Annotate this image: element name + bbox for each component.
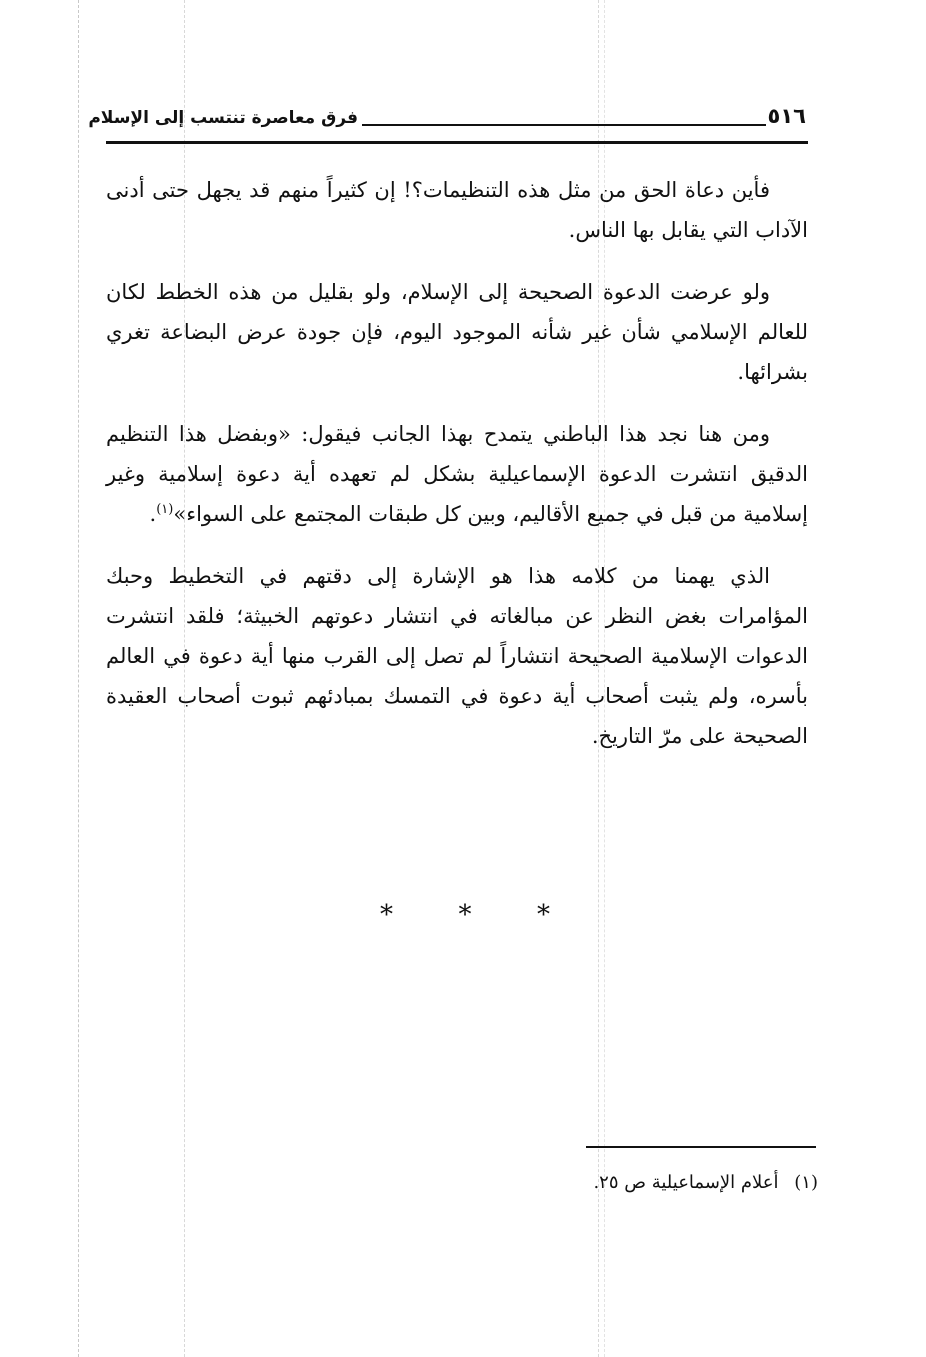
page-number: ٥١٦: [767, 104, 806, 128]
paragraph-1: فأين دعاة الحق من مثل هذه التنظيمات؟! إن كثيراً منهم قد يجهل حتى أدنى الآداب التي يقابل بها الناس.: [106, 178, 808, 242]
section-separator: [380, 900, 550, 930]
footnote-number: (١): [794, 1172, 818, 1193]
footnote-text: أعلام الإسماعيلية ص ٢٥.: [593, 1172, 779, 1193]
running-header: [88, 100, 808, 144]
footnote-reference[interactable]: (١): [156, 502, 174, 517]
header-rule: [106, 141, 808, 144]
footnote-rule: [586, 1146, 816, 1148]
footnote: [593, 1172, 818, 1193]
header-dash-line: [362, 124, 766, 126]
paragraph-3: ومن هنا نجد هذا الباطني يتمدح بهذا الجانب فيقول: «وبفضل هذا التنظيم الدقيق انتشرت الدعوة الإسماعيلية بشكل لم تعهده أية دعوة إسلامية وغير إسلامية من قبل في جميع الأقاليم، وبين كل طبقات المجتمع على السواء»$^{(١)}$.: [106, 422, 808, 526]
separator-star: *: [380, 900, 393, 930]
scan-guide-line: [78, 0, 79, 1357]
paragraph-4: الذي يهمنا من كلامه هذا هو الإشارة إلى دقتهم في التخطيط وحبك المؤامرات بغض النظر عن مبالغاته في انتشار دعوتهم الخبيثة؛ فلقد انتشرت الدعوات الإسلامية الصحيحة انتشاراً لم تصل إلى القرب منها أية دعوة في العالم بأسره، ولم يثبت أصحاب أية دعوة في التمسك بمبادئهم ثبوت أصحاب العقيدة الصحيحة على مرّ التاريخ.: [106, 564, 808, 748]
separator-star: *: [458, 900, 472, 930]
running-title: فرق معاصرة تنتسب إلى الإسلام: [88, 108, 358, 128]
separator-star: *: [537, 900, 550, 930]
paragraph-2: ولو عرضت الدعوة الصحيحة إلى الإسلام، ولو بقليل من هذه الخطط لكان للعالم الإسلامي شأن غير شأنه الموجود اليوم، فإن جودة عرض البضاعة تغري بشرائها.: [106, 280, 808, 384]
paragraph-3-text: ومن هنا نجد هذا الباطني يتمدح بهذا الجانب فيقول: «وبفضل هذا التنظيم الدقيق انتشرت الدعوة الإسماعيلية بشكل لم تعهده أية دعوة إسلامية وغير إسلامية من قبل في جميع الأقاليم، وبين كل طبقات المجتمع على السواء»: [106, 422, 808, 526]
body-text: [106, 170, 808, 778]
